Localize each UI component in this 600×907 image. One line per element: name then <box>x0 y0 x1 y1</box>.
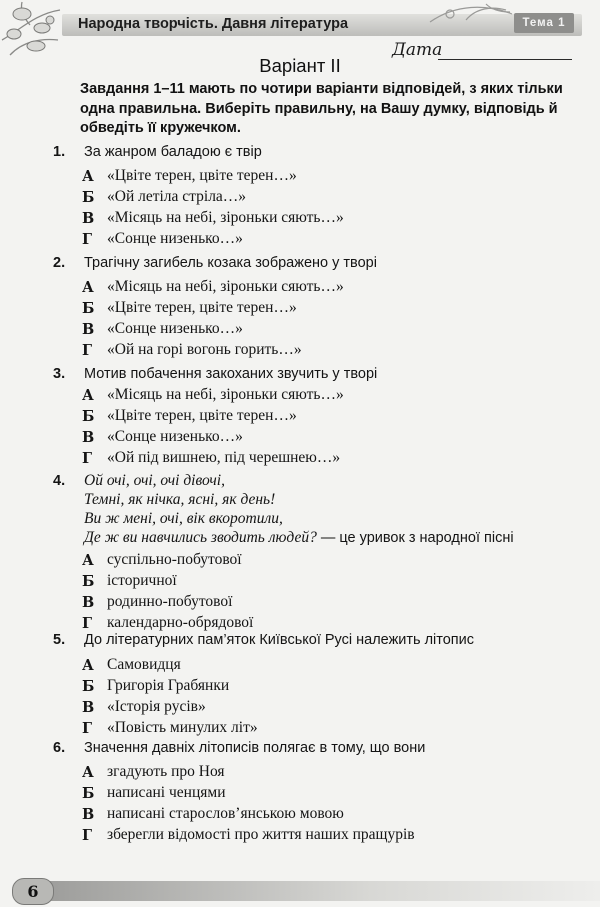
option-text: «Ой під вишнею, під черешнею…» <box>107 449 341 466</box>
option-text: «Цвіте терен, цвіте терен…» <box>107 299 297 316</box>
page-number: 6 <box>12 878 54 905</box>
option-text: «Повість минулих літ» <box>107 719 258 736</box>
option-letter[interactable]: Г <box>82 342 93 359</box>
question-number: 4. <box>53 473 66 489</box>
option-letter[interactable]: В <box>82 321 95 338</box>
topic-badge: Тема 1 <box>514 13 574 33</box>
option-letter[interactable]: А <box>82 657 94 674</box>
option-letter[interactable]: Б <box>82 678 95 695</box>
option-text: «Сонце низенько…» <box>107 230 243 247</box>
option-text: календарно-обрядової <box>107 614 254 631</box>
instruction-text: Завдання 1–11 мають по чотири варіанти відповідей, з яких тільки одна правильна. Виберіть правильну, на Вашу думку, відповідь й обведіть її кружечком. <box>80 81 563 136</box>
option-text: написані ченцями <box>107 784 226 801</box>
option-text: «Місяць на небі, зіроньки сяють…» <box>107 278 344 295</box>
option-text: Самовидця <box>107 656 181 673</box>
option-text: «Ой летіла стріла…» <box>107 188 247 205</box>
poem-line: Ой очі, очі, очі дівочі, <box>84 472 225 489</box>
option-letter[interactable]: В <box>82 806 95 823</box>
option-text: «Ой на горі вогонь горить…» <box>107 341 302 358</box>
option-letter[interactable]: Г <box>82 827 93 844</box>
option-letter[interactable]: Б <box>82 189 95 206</box>
question-text: Мотив побачення закоханих звучить у творі <box>84 366 378 382</box>
question-number: 2. <box>53 255 66 271</box>
variant-title: Варіант ІІ <box>259 55 341 76</box>
option-text: зберегли відомості про життя наших пращурів <box>107 826 415 843</box>
option-letter[interactable]: Б <box>82 573 95 590</box>
option-letter[interactable]: В <box>82 429 95 446</box>
option-text: Григорія Грабянки <box>107 677 230 694</box>
question-text: — це уривок з народної пісні <box>316 530 514 546</box>
section-title: Народна творчість. Давня література <box>78 16 349 32</box>
option-text: суспільно-побутової <box>107 551 242 568</box>
option-text: «Сонце низенько…» <box>107 320 243 337</box>
option-letter[interactable]: Г <box>82 450 93 467</box>
question-text: Трагічну загибель козака зображено у творі <box>84 255 377 271</box>
option-text: «Місяць на небі, зіроньки сяють…» <box>107 209 344 226</box>
poem-last-line <box>84 529 514 547</box>
question-text: За жанром баладою є твір <box>84 144 262 160</box>
option-letter[interactable]: В <box>82 210 95 227</box>
option-letter[interactable]: А <box>82 764 94 781</box>
option-text: історичної <box>107 572 177 589</box>
option-text: згадують про Ноя <box>107 763 225 780</box>
option-letter[interactable]: А <box>82 387 94 404</box>
option-letter[interactable]: В <box>82 594 95 611</box>
option-text: родинно-побутової <box>107 593 233 610</box>
option-letter[interactable]: Б <box>82 300 95 317</box>
question-number: 5. <box>53 632 66 648</box>
poem-line: Де ж ви навчились зводить людей? <box>84 529 317 546</box>
poem-line: Ви ж мені, очі, вік вкоротили, <box>84 510 283 527</box>
option-letter[interactable]: Г <box>82 720 93 737</box>
option-letter[interactable]: А <box>82 279 94 296</box>
option-letter[interactable]: Б <box>82 785 95 802</box>
question-number: 1. <box>53 144 66 160</box>
option-text: «Історія русів» <box>107 698 206 715</box>
option-letter[interactable]: А <box>82 552 94 569</box>
question-number: 3. <box>53 366 66 382</box>
option-text: написані старослов’янською мовою <box>107 805 344 822</box>
poem-line: Темні, як нічка, ясні, як день! <box>84 491 276 508</box>
question-text: Значення давніх літописів полягає в тому, що вони <box>84 740 426 756</box>
option-text: «Цвіте терен, цвіте терен…» <box>107 407 297 424</box>
option-text: «Цвіте терен, цвіте терен…» <box>107 167 297 184</box>
question-text: До літературних пам’яток Київської Русі належить літопис <box>84 632 475 648</box>
footer-bar <box>28 881 600 901</box>
question-number: 6. <box>53 740 66 756</box>
option-letter[interactable]: В <box>82 699 95 716</box>
option-letter[interactable]: Г <box>82 231 93 248</box>
option-letter[interactable]: Б <box>82 408 95 425</box>
option-letter[interactable]: Г <box>82 615 93 632</box>
option-text: «Сонце низенько…» <box>107 428 243 445</box>
date-label: Дата <box>392 40 443 60</box>
option-letter[interactable]: А <box>82 168 94 185</box>
option-text: «Місяць на небі, зіроньки сяють…» <box>107 386 344 403</box>
